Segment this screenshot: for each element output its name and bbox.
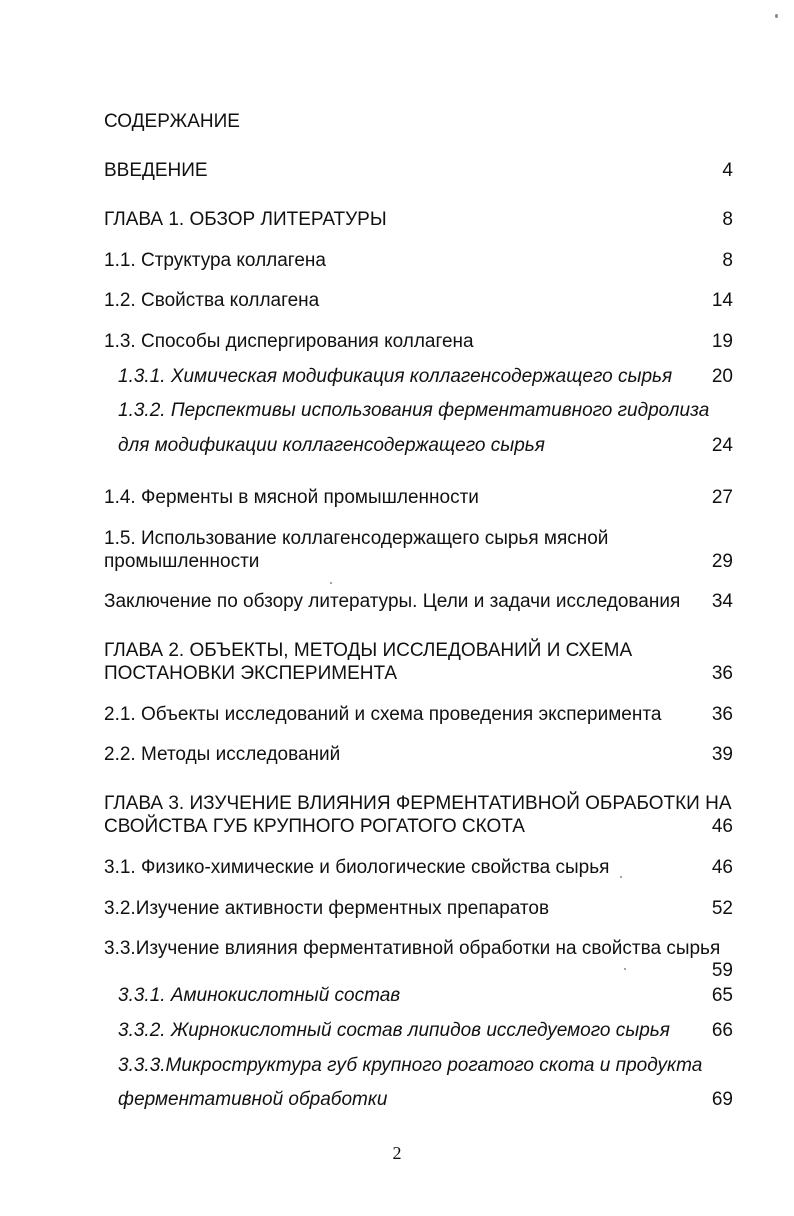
toc-entry-page: 66: [711, 1020, 733, 1041]
toc-entry-page: 14: [711, 290, 733, 311]
toc-entry-text-line-2: промышленности: [104, 551, 260, 572]
toc-entry-page: 19: [711, 331, 733, 352]
toc-entry-page: 65: [711, 985, 733, 1006]
toc-entry-page: 46: [711, 857, 733, 878]
toc-entry-page: 46: [711, 816, 733, 837]
toc-entry-text-line-1: ГЛАВА 2. ОБЪЕКТЫ, МЕТОДЫ ИССЛЕДОВАНИЙ И СХЕМА: [104, 640, 633, 661]
toc-entry-text: 1.2. Свойства коллагена: [104, 290, 320, 311]
toc-entry-text: 2.2. Методы исследований: [104, 744, 341, 765]
toc-entry-text-line-1: 1.5. Использование коллагенсодержащего сырья мясной: [104, 528, 609, 549]
toc-entry-page: 8: [722, 250, 733, 271]
toc-entry-text: 3.1. Физико-химические и биологические свойства сырья: [104, 857, 610, 878]
toc-entry-text: 3.2.Изучение активности ферментных препаратов: [104, 898, 550, 919]
toc-entry-text-line-2: ферментативной обработки: [118, 1089, 388, 1110]
toc-entry-text: ГЛАВА 1. ОБЗОР ЛИТЕРАТУРЫ: [104, 209, 387, 230]
toc-entry-page: 36: [711, 704, 733, 725]
toc-entry-page: 36: [711, 663, 733, 684]
toc-entry-text-line-2: СВОЙСТВА ГУБ КРУПНОГО РОГАТОГО СКОТА: [104, 816, 525, 837]
toc-entry-page: 34: [711, 591, 733, 612]
toc-entry-page: 20: [711, 366, 733, 387]
toc-entry-text: 1.3. Способы диспергирования коллагена: [104, 331, 474, 352]
scan-speck: [624, 968, 626, 970]
toc-entry-page: 27: [711, 487, 733, 508]
toc-entry-page: 8: [722, 209, 733, 230]
toc-entry-page: 4: [722, 160, 733, 181]
toc-entry-text: 3.3.1. Аминокислотный состав: [118, 985, 401, 1006]
toc-entry-text: 1.4. Ферменты в мясной промышленности: [104, 487, 479, 508]
scan-speck: [620, 876, 622, 878]
toc-entry-text: 2.1. Объекты исследований и схема проведения эксперимента: [104, 704, 662, 725]
toc-entry-text: 1.3.1. Химическая модификация коллагенсодержащего сырья: [118, 366, 673, 387]
toc-entry-text-line-1: 3.3.3.Микроструктура губ крупного рогатого скота и продукта: [118, 1055, 703, 1076]
toc-entry-page: 39: [711, 744, 733, 765]
toc-entry-page: 69: [711, 1089, 733, 1110]
toc-entry-text: 1.1. Структура коллагена: [104, 250, 326, 271]
toc-entry-text-line-2: ПОСТАНОВКИ ЭКСПЕРИМЕНТА: [104, 663, 398, 684]
toc-entry-text: 3.3.2. Жирнокислотный состав липидов исследуемого сырья: [118, 1020, 670, 1041]
toc-title: СОДЕРЖАНИЕ: [104, 111, 240, 132]
scan-speck: [330, 582, 332, 584]
toc-entry-text: 3.3.Изучение влияния ферментативной обработки на свойства сырья: [104, 938, 721, 959]
toc-entry-text: Заключение по обзору литературы. Цели и задачи исследования: [104, 591, 681, 612]
toc-entry-text-line-1: 1.3.2. Перспективы использования ферментативного гидролиза: [118, 400, 710, 421]
toc-entry-page: 59: [711, 960, 733, 981]
toc-entry-text: ВВЕДЕНИЕ: [104, 160, 208, 181]
toc-entry-text-line-2: для модификации коллагенсодержащего сырья: [118, 435, 545, 456]
scan-speck: [775, 14, 778, 18]
toc-entry-page: 52: [711, 898, 733, 919]
toc-entry-page: 24: [711, 435, 733, 456]
toc-entry-text-line-1: ГЛАВА 3. ИЗУЧЕНИЕ ВЛИЯНИЯ ФЕРМЕНТАТИВНОЙ ОБРАБОТКИ НА: [104, 793, 732, 814]
toc-entry-page: 29: [711, 551, 733, 572]
page-number: 2: [392, 1143, 402, 1163]
